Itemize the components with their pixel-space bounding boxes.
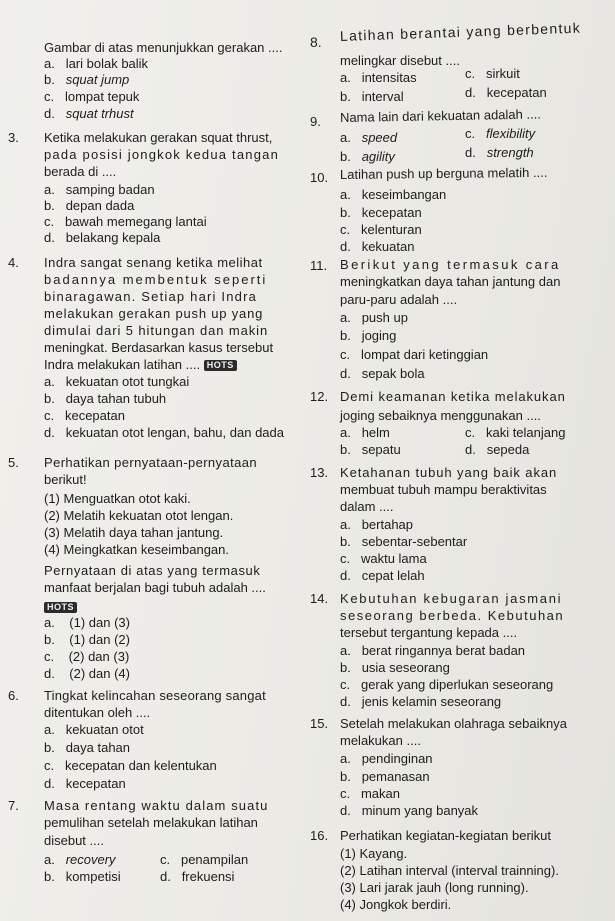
option-d: d. kecepatan: [44, 776, 126, 791]
question-text: dalam ....: [340, 499, 394, 514]
option-a: a. push up: [340, 310, 408, 325]
question-number: 3.: [8, 130, 19, 145]
option-d: d. kecepatan: [465, 85, 547, 100]
question-number: 14.: [310, 591, 329, 606]
option-b: b. interval: [340, 89, 404, 104]
option-a: a. berat ringannya berat badan: [340, 643, 526, 658]
statement: (2) Melatih kekuatan otot lengan.: [44, 508, 234, 523]
question-text: meningkatkan daya tahan jantung dan: [340, 274, 561, 289]
option-c: c. bawah memegang lantai: [44, 214, 207, 229]
statement: (4) Jongkok berdiri.: [340, 897, 452, 912]
option-a: a. kekuatan otot tungkai: [44, 374, 190, 389]
question-number: 15.: [310, 716, 329, 731]
option-c: c. waktu lama: [340, 551, 427, 566]
option-b: b. squat jump: [44, 72, 130, 87]
option-c: c. makan: [340, 786, 400, 801]
question-text: binaragawan. Setiap hari Indra: [44, 289, 258, 304]
option-c: c. sirkuit: [465, 66, 520, 81]
hots-badge: HOTS: [204, 360, 237, 371]
option-b: b. daya tahan: [44, 740, 131, 755]
option-a: a. kekuatan otot: [44, 722, 144, 737]
option-b: b. pemanasan: [340, 769, 430, 784]
option-d: d. sepeda: [465, 442, 530, 457]
question-text: Perhatikan pernyataan-pernyataan: [44, 455, 257, 470]
question-text: Indra melakukan latihan .... HOTS: [44, 357, 237, 373]
option-c: c. lompat dari ketinggian: [340, 347, 489, 362]
option-d: d. cepat lelah: [340, 568, 425, 583]
question-text: melakukan ....: [340, 733, 421, 748]
option-c: c. kecepatan dan kelentukan: [44, 758, 217, 773]
option-b: b. daya tahan tubuh: [44, 391, 167, 406]
question-number: 8.: [310, 34, 322, 50]
option-b: b. kecepatan: [340, 205, 422, 220]
question-text: Ketika melakukan gerakan squat thrust,: [44, 130, 273, 145]
question-text: melakukan gerakan push up yang: [44, 306, 264, 321]
statement: (4) Meingkatkan keseimbangan.: [44, 542, 229, 557]
option-d: d. jenis kelamin seseorang: [340, 694, 502, 709]
option-b: b. usia seseorang: [340, 660, 450, 675]
question-text: pemulihan setelah melakukan latihan: [44, 815, 258, 830]
option-a: a. (1) dan (3): [44, 615, 130, 630]
option-c: c. kecepatan: [44, 408, 125, 423]
statement: (3) Melatih daya tahan jantung.: [44, 525, 224, 540]
question-text: Nama lain dari kekuatan adalah ....: [339, 106, 541, 125]
question-text: Ketahanan tubuh yang baik akan: [340, 465, 558, 480]
question-text: Pernyataan di atas yang termasuk: [44, 563, 261, 578]
hots-badge-wrap: [44, 598, 77, 616]
option-c: c. kelenturan: [340, 222, 422, 237]
option-d: d. belakang kepala: [44, 230, 161, 245]
option-d: d. kekuatan otot lengan, bahu, dan dada: [44, 425, 284, 440]
option-d: d. frekuensi: [160, 869, 235, 884]
question-text: Berikut yang termasuk cara: [340, 257, 561, 272]
question-text: manfaat berjalan bagi tubuh adalah ....: [44, 580, 266, 595]
question-text: Latihan push up berguna melatih ....: [339, 164, 548, 182]
question-number: 13.: [310, 465, 329, 480]
question-text: Indra sangat senang ketika melihat: [44, 255, 263, 270]
option-a: a. samping badan: [44, 182, 155, 197]
option-b: b. (1) dan (2): [44, 632, 130, 647]
question-text: Setelah melakukan olahraga sebaiknya: [340, 716, 567, 731]
option-c: c. penampilan: [160, 852, 249, 867]
option-d: d. strength: [465, 145, 534, 160]
option-b: b. sebentar-sebentar: [340, 534, 468, 549]
hots-badge: HOTS: [44, 602, 77, 613]
intro-text: Gambar di atas menunjukkan gerakan ....: [44, 40, 283, 55]
option-a: a. bertahap: [340, 517, 414, 532]
question-text: Kebutuhan kebugaran jasmani: [340, 591, 563, 606]
question-text: badannya membentuk seperti: [44, 272, 268, 287]
option-b: b. sepatu: [340, 442, 401, 457]
question-number: 10.: [310, 170, 329, 185]
question-text: tersebut tergantung kepada ....: [340, 625, 518, 640]
question-text: Demi keamanan ketika melakukan: [340, 389, 566, 404]
question-number: 16.: [310, 828, 329, 843]
question-text: seseorang berbeda. Kebutuhan: [340, 608, 565, 623]
question-number: 5.: [8, 455, 19, 470]
statement: (1) Menguatkan otot kaki.: [44, 491, 191, 506]
question-text: joging sebaiknya menggunakan ....: [340, 408, 541, 423]
option-a: a. helm: [340, 425, 390, 440]
question-text: Tingkat kelincahan seseorang sangat: [44, 688, 266, 703]
question-text: paru-paru adalah ....: [340, 292, 458, 307]
question-text: Masa rentang waktu dalam suatu: [44, 798, 269, 813]
option-d: d. (2) dan (4): [44, 666, 130, 681]
question-text: pada posisi jongkok kedua tangan: [44, 147, 279, 162]
option-d: d. sepak bola: [340, 366, 425, 381]
option-a: a. intensitas: [340, 70, 417, 85]
question-number: 12.: [310, 389, 329, 404]
question-number: 7.: [8, 798, 19, 813]
question-text: Perhatikan kegiatan-kegiatan berikut: [340, 828, 552, 843]
option-a: a. lari bolak balik: [44, 56, 149, 71]
question-text: disebut ....: [44, 833, 104, 848]
option-c: c. flexibility: [465, 126, 536, 141]
question-number: 4.: [8, 255, 19, 270]
option-a: a. pendinginan: [340, 751, 433, 766]
option-d: d. squat trhust: [44, 106, 134, 121]
question-number: 6.: [8, 688, 19, 703]
statement: (3) Lari jarak jauh (long running).: [340, 880, 529, 895]
option-c: c. lompat tepuk: [44, 89, 140, 104]
question-number: 9.: [310, 114, 321, 129]
option-b: b. depan dada: [44, 198, 135, 213]
statement: (1) Kayang.: [340, 846, 408, 861]
option-d: d. minum yang banyak: [340, 803, 479, 818]
statement: (2) Latihan interval (interval trainning).: [340, 863, 559, 878]
question-text: berada di ....: [44, 164, 117, 179]
question-text: berikut!: [44, 472, 87, 487]
option-a: a. recovery: [44, 852, 116, 867]
option-c: c. gerak yang diperlukan seseorang: [340, 677, 554, 692]
option-a: a. speed: [340, 130, 398, 145]
question-text: melingkar disebut ....: [340, 53, 460, 68]
question-text: dimulai dari 5 hitungan dan makin: [44, 323, 269, 338]
question-text: ditentukan oleh ....: [44, 705, 151, 720]
question-number: 11.: [310, 258, 328, 273]
option-c: c. (2) dan (3): [44, 649, 130, 664]
question-text: meningkat. Berdasarkan kasus tersebut: [44, 340, 274, 355]
option-a: a. keseimbangan: [340, 187, 447, 202]
option-b: b. joging: [340, 328, 397, 343]
option-b: b. agility: [340, 149, 395, 164]
question-text: membuat tubuh mampu beraktivitas: [340, 482, 547, 497]
question-text: Latihan berantai yang berbentuk: [339, 19, 582, 44]
option-d: d. kekuatan: [340, 239, 415, 254]
option-c: c. kaki telanjang: [465, 425, 566, 440]
option-b: b. kompetisi: [44, 869, 121, 884]
